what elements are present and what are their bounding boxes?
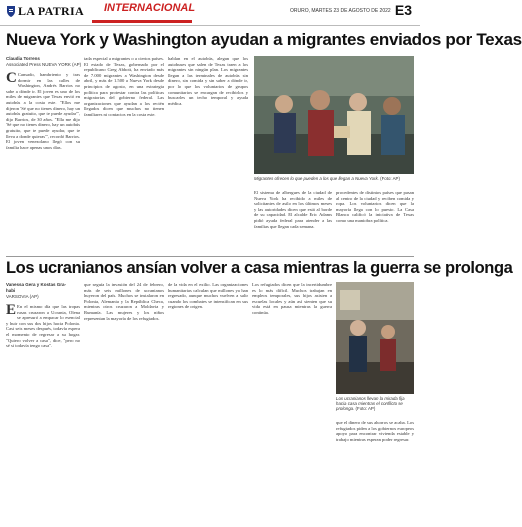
- story1-caption: [254, 176, 414, 181]
- story1-author: Claudia Torrens: [6, 56, 40, 61]
- story2-caption-text: Los ucranianos llevan la mirada fija hacia casa mientras el conflicto se prolonga.: [336, 396, 405, 412]
- story1-byline: [6, 56, 96, 68]
- story1-caption-text: Migrantes ofrecen lo que pueden a los que llegan a Nueva York.: [254, 176, 379, 181]
- story1-photo: [254, 56, 414, 174]
- section-label: INTERNACIONAL: [96, 0, 203, 18]
- story1-column-5: procedentes de distintos países que pasan al centro de la ciudad y reciben comida y ropa. Los voluntarios dicen que la mayoría llega con lo puesto. La Casa Blanca calificó la iniciativa de Texas como una maniobra política.: [336, 190, 414, 223]
- logo-text: LA PATRIA: [18, 4, 84, 18]
- story2-text-1: En el mismo día que las tropas rusas cruzaron a Ucrania, Olena se apresuró a empacar lo esencial y huir con sus dos hijos hacia Polonia. Casi seis meses después, todavía espera el momento de regresar a su hogar. "Quiero volver a casa", dice, "pero no sé si todavía tengo casa".: [6, 304, 80, 349]
- story2-column-3: de la vida en el exilio. Las organizaciones humanitarias calculan que millones ya han regresado, aunque muchos vuelven a salir cuando los combates se intensifican en sus regiones de origen.: [168, 282, 248, 310]
- story2-byline: [6, 282, 96, 300]
- story1-column-4: El sistema de albergues de la ciudad de Nueva York ha recibido a miles de solicitantes de asilo en los últimos meses y las autoridades dicen que está al borde de su capacidad. El alcalde Eric Adams pidió ayuda federal para atender a las familias que llegan cada semana.: [254, 190, 332, 229]
- story1-column-1: [6, 72, 80, 254]
- newspaper-logo: [6, 4, 84, 19]
- story2-column-5: que el dinero de sus ahorros se acaba. Los refugiados piden a los gobiernos europeos apoyo para encontrar vivienda estable y trabajo mientras esperan poder regresar.: [336, 420, 414, 442]
- masthead-bar: [0, 0, 420, 26]
- dropcap: E: [6, 302, 17, 318]
- story2-photo: [336, 282, 414, 394]
- story2-agency: VARSOVIA (AP): [6, 294, 39, 299]
- story2-headline: Los ucranianos ansían volver a casa mientras la guerra se prolonga: [6, 259, 513, 277]
- story-divider: [6, 256, 414, 257]
- story1-headline: Nueva York y Washington ayudan a migrantes enviados por Texas: [6, 30, 522, 49]
- refugees-photo-icon: [336, 282, 414, 394]
- section-underline: [92, 20, 192, 23]
- story2-caption: [336, 396, 414, 412]
- story2-column-4: Los refugiados dicen que la incertidumbre es lo más difícil. Muchos trabajan en empleos temporales, sus hijos asisten a escuelas locales y aún así sienten que su vida está en pausa mientras la guerra continúa.: [252, 282, 332, 315]
- story1-caption-credit: (Foto: AP): [380, 176, 400, 181]
- story2-column-1: [6, 304, 80, 522]
- story2-author-2: habi: [6, 288, 16, 293]
- page-number: E3: [394, 2, 412, 18]
- story1-agency: Associated Press NUEVA YORK (AP): [6, 62, 82, 67]
- story1-column-3: hablan en el autobús, alegan que los autobuses que salen de Texas traen a los migrantes sin ningún plan. Los migrantes llegan a las terminales de autobús sin dinero, sin comida y sin saber a dónde ir, por lo que los voluntarios de grupos comunitarios se encargan de recibirlos y buscarles un techo temporal y ayuda médica.: [168, 56, 248, 106]
- dropcap: C: [6, 70, 17, 86]
- story2-caption-credit: (Foto: AP): [355, 406, 376, 412]
- story1-text-1: Cansado, hambriento y tras dormir en las calles de Washington, Andrés Barrios no sabe a dónde ir. El joven es uno de los miles de migrantes que Texas envió en autobús a la costa este. "Ellos me dijeron 'Sé que no tienes dinero, hay un autobús gratuito, que te puede ayudar'", dijo Barrios, de 30 años. "Ella me dijo 'Sé que no tienes dinero, hay un autobús gratuito, que te puede ayudar, que te lleva a donde quieras'", recordó Barrios. El joven venezolano llegó con su familia hace apenas unos días.: [6, 72, 80, 150]
- dateline: ORURO, MARTES 23 DE AGOSTO DE 2022: [290, 8, 391, 14]
- story2-author: Vanessa Gera y Kostas Gra-: [6, 282, 67, 287]
- crest-icon: [6, 5, 16, 17]
- migrants-photo-icon: [254, 56, 414, 174]
- story2-column-2: que seguía la invasión del 24 de febrero, más de seis millones de ucranianos huyeron del país. Muchos se instalaron en Polonia, Alemania y la República Checa, mientras otros cruzaron a Moldavia y Rumanía. Las mujeres y los niños representan la mayoría de los refugiados.: [84, 282, 164, 321]
- story1-column-2: tada especial a migrantes o a ciertos países. El estado de Texas, gobernado por el republicano Greg Abbott, ha enviado más de 7.000 migrantes a Washington desde abril, y más de 1.500 a Nueva York desde principios de agosto, en una estrategia política para protestar contra las políticas migratorias del gobierno federal. Las organizaciones que ayudan a los recién llegados dicen que muchos no tienen familiares ni contactos en la costa este.: [84, 56, 164, 117]
